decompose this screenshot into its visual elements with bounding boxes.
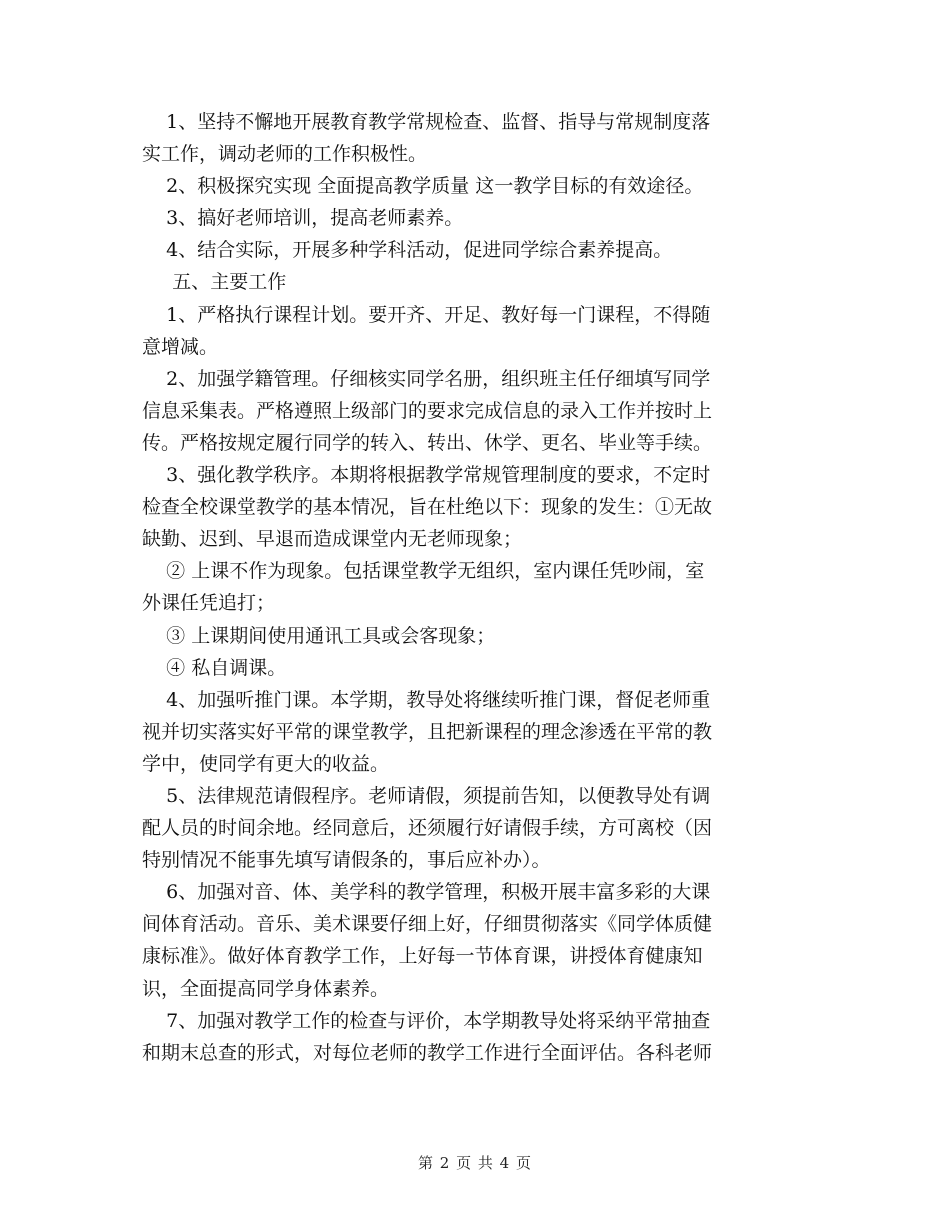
- text-line: ② 上课不作为现象。包括课堂教学无组织，室内课任凭吵闹，室: [142, 560, 705, 583]
- text-line: 信息采集表。严格遵照上级部门的要求完成信息的录入工作并按时上: [142, 399, 713, 422]
- text-line: 外课任凭追打；: [142, 592, 276, 615]
- page-number-footer: 第 2 页 共 4 页: [418, 1154, 532, 1172]
- text-line: 康标准》。做好体育教学工作，上好每一节体育课，讲授体育健康知: [142, 945, 703, 968]
- text-line: 识，全面提高同学身体素养。: [142, 977, 390, 1000]
- text-line: 4、结合实际，开展多种学科活动，促进同学综合素养提高。: [142, 239, 673, 262]
- text-line: 1、坚持不懈地开展教育教学常规检查、监督、指导与常规制度落: [142, 111, 711, 133]
- text-line: 6、加强对音、体、美学科的教学管理，积极开展丰富多彩的大课: [142, 881, 711, 904]
- text-line: 2、加强学籍管理。仔细核实同学名册，组织班主任仔细填写同学: [142, 367, 711, 390]
- text-line: 7、加强对教学工作的检查与评价，本学期教导处将采纳平常抽查: [142, 1009, 711, 1032]
- text-line: 配人员的时间余地。经同意后，还须履行好请假手续，方可离校（因: [142, 817, 713, 840]
- text-line: 检查全校课堂教学的基本情况，旨在杜绝以下：现象的发生：①无故: [142, 496, 713, 519]
- text-line: 和期末总查的形式，对每位老师的教学工作进行全面评估。各科老师: [142, 1041, 713, 1064]
- text-line: ③ 上课期间使用通讯工具或会客现象；: [142, 624, 496, 647]
- text-line: 1、严格执行课程计划。要开齐、开足、教好每一门课程，不得随: [142, 303, 711, 326]
- text-line: 3、搞好老师培训，提高老师素养。: [142, 207, 464, 230]
- text-line: 意增减。: [142, 335, 219, 358]
- text-line: 视并切实落实好平常的课堂教学，且把新课程的理念渗透在平常的教: [142, 720, 713, 743]
- text-line: 3、强化教学秩序。本期将根据教学常规管理制度的要求，不定时: [142, 464, 711, 487]
- text-line: 5、法律规范请假程序。老师请假，须提前告知，以便教导处有调: [142, 784, 711, 807]
- text-line: ④ 私自调课。: [142, 656, 287, 679]
- text-line: 缺勤、迟到、早退而造成课堂内无老师现象；: [142, 528, 523, 551]
- text-line: 传。严格按规定履行同学的转入、转出、休学、更名、毕业等手续。: [142, 431, 713, 454]
- text-line: 实工作，调动老师的工作积极性。: [142, 143, 428, 166]
- text-line: 4、加强听推门课。本学期，教导处将继续听推门课，督促老师重: [142, 688, 711, 711]
- text-line: 学中，使同学有更大的收益。: [142, 752, 390, 775]
- section-heading: 五、主要工作: [142, 271, 287, 294]
- text-line: 2、积极探究实现 全面提高教学质量 这一教学目标的有效途径。: [142, 175, 704, 198]
- text-line: 特别情况不能事先填写请假条的，事后应补办）。: [142, 849, 551, 872]
- text-line: 间体育活动。音乐、美术课要仔细上好，仔细贯彻落实《同学体质健: [142, 913, 713, 936]
- document-body: [142, 106, 802, 1069]
